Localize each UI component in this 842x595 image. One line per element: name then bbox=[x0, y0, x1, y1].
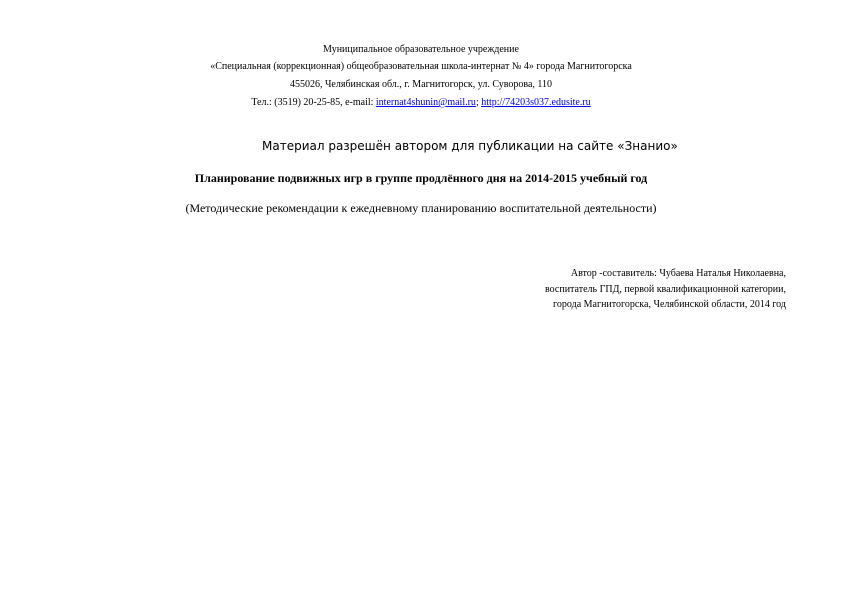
email-link[interactable]: internat4shunin@mail.ru bbox=[375, 97, 476, 108]
author-line-3: города Магнитогорска, Челябинской области, 2014 год bbox=[553, 299, 786, 310]
author-line-1: Автор -составитель: Чубаева Наталья Николаевна, bbox=[570, 268, 786, 279]
institution-line: Муниципальное образовательное учреждение bbox=[323, 44, 519, 55]
contact-prefix: Тел.: (3519) 20-25-85, e-mail: bbox=[251, 97, 376, 108]
contact-line bbox=[0, 98, 842, 108]
contact-separator: ; bbox=[475, 97, 482, 108]
address-line: 455026, Челябинская обл., г. Магнитогорск, ул. Суворова, 110 bbox=[289, 79, 553, 90]
author-line-2: воспитатель ГПД, первой квалификационной категории, bbox=[545, 284, 786, 295]
permission-note: Материал разрешён автором для публикации на сайте «Знанио» bbox=[262, 139, 678, 153]
document-title: Планирование подвижных игр в группе продлённого дня на 2014-2015 учебный год bbox=[194, 171, 648, 185]
document-subtitle: (Методические рекомендации к ежедневному планированию воспитательной деятельности) bbox=[185, 201, 657, 215]
school-name-line: «Специальная (коррекционная) общеобразовательная школа-интернат № 4» города Магнитогорска bbox=[210, 61, 632, 72]
website-link[interactable]: http://74203s037.edusite.ru bbox=[481, 97, 591, 108]
